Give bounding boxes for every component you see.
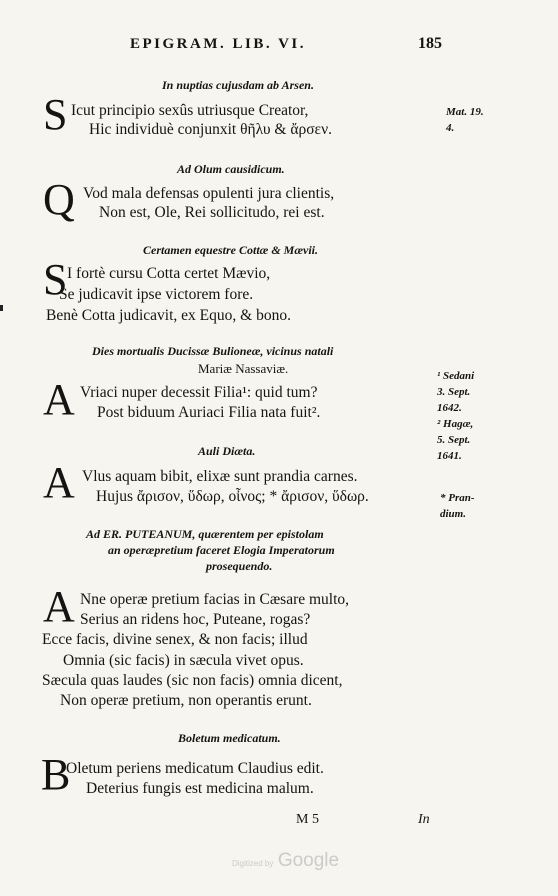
verse-line: Hic individuè conjunxit θῆλυ & ἄρσεν.: [89, 121, 332, 138]
verse-line: Serius an ridens hoc, Puteane, rogas?: [80, 611, 311, 628]
drop-cap: A: [43, 582, 75, 631]
poem-title: Ad ER. PUTEANUM, quærentem per epistolam: [86, 527, 324, 541]
verse-line: Vod mala defensas opulenti jura clientis,: [83, 185, 335, 202]
drop-cap: B: [41, 750, 71, 799]
verse-line: Post biduum Auriaci Filia nata fuit².: [97, 404, 321, 421]
verse-line: I fortè cursu Cotta certet Mævio,: [67, 265, 271, 282]
poem-title: Mariæ Nassaviæ.: [198, 361, 289, 376]
verse-line: Se judicavit ipse victorem fore.: [59, 286, 254, 303]
watermark-logo: Google: [277, 850, 340, 871]
poem-title: In nuptias cujusdam ab Arsen.: [162, 78, 314, 92]
poem-title: an operæpretium faceret Elogia Imperatorum: [108, 543, 335, 557]
signature-mark: M 5: [296, 812, 319, 827]
drop-cap: A: [43, 375, 75, 424]
poem-title: Boletum medicatum.: [178, 731, 281, 745]
catchword: In: [418, 812, 430, 827]
verse-line: Oletum periens medicatum Claudius edit.: [66, 760, 324, 777]
watermark-prefix: Digitized by: [232, 859, 274, 868]
drop-cap: S: [43, 255, 68, 304]
drop-cap: S: [43, 90, 68, 139]
verse-line: Nne operæ pretium facias in Cæsare multo,: [80, 591, 350, 608]
verse-line: Vlus aquam bibit, elixæ sunt prandia carnes.: [82, 468, 358, 485]
verse-line: Vriaci nuper decessit Filia¹: quid tum?: [80, 384, 318, 401]
verse-line: Icut principio sexûs utriusque Creator,: [71, 102, 309, 119]
margin-note: Mat. 19. 4.: [446, 106, 484, 134]
margin-note: * Pran- dium.: [440, 492, 475, 520]
drop-cap: Q: [43, 175, 75, 224]
drop-cap: A: [43, 458, 75, 507]
verse-line: Non operæ pretium, non operantis erunt.: [60, 692, 312, 709]
poem-title: Dies mortualis Ducissæ Bulioneæ, vicinus natali: [92, 344, 334, 358]
poem-title: prosequendo.: [206, 559, 273, 573]
verse-line: Omnia (sic facis) in sæcula vivet opus.: [63, 652, 304, 669]
verse-line: Benè Cotta judicavit, ex Equo, & bono.: [46, 307, 291, 324]
digitization-watermark: [232, 850, 339, 872]
margin-note: ¹ Sedani 3. Sept. 1642. ² Hagæ, 5. Sept. 1641.: [437, 370, 475, 462]
verse-line: Sæcula quas laudes (sic non facis) omnia dicent,: [42, 672, 343, 689]
poem-title: Certamen equestre Cottæ & Mævii.: [143, 243, 318, 257]
running-title: EPIGRAM. LIB. VI.: [130, 36, 306, 52]
verse-line: Non est, Ole, Rei sollicitudo, rei est.: [99, 204, 325, 221]
edge-mark: [0, 305, 3, 311]
verse-line: Deterius fungis est medicina malum.: [86, 780, 314, 797]
verse-line: Ecce facis, divine senex, & non facis; illud: [42, 631, 308, 648]
poem-title: Auli Diæta.: [198, 444, 256, 458]
poem-title: Ad Olum causidicum.: [177, 162, 285, 176]
page-number: 185: [418, 35, 442, 52]
verse-line: Hujus ἄρισον, ὕδωρ, οἶνος; * ἄρισον, ὕδωρ.: [96, 488, 369, 505]
